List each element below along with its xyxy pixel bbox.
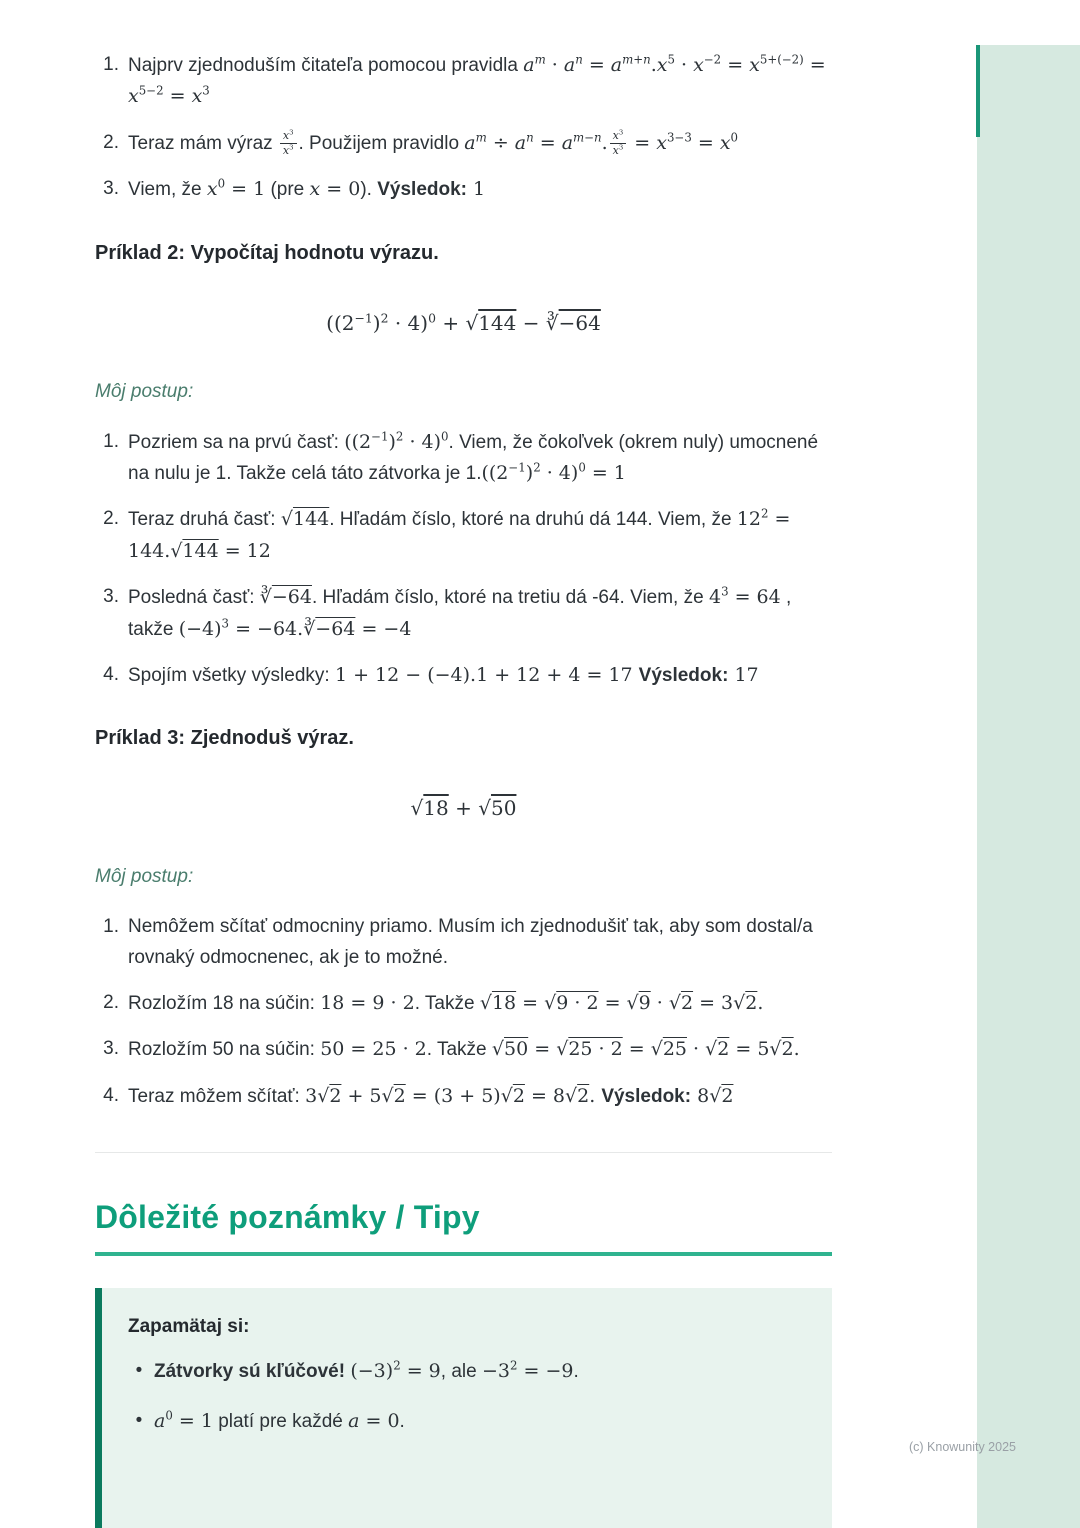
math-text: (−3) — [350, 1360, 394, 1383]
radicand: 2 — [680, 992, 694, 1015]
bold-text: Výsledok: — [601, 1085, 692, 1107]
superscript: m−n — [573, 130, 602, 145]
radicand: 2 — [717, 1038, 730, 1061]
math-text: . — [589, 1084, 602, 1107]
text: . Takže — [426, 1039, 492, 1061]
sqrt-radical — [769, 1038, 793, 1060]
math-text: a — [514, 131, 527, 154]
sqrt-radical — [556, 1038, 623, 1060]
example2-heading: Príklad 2: Vypočítaj hodnotu výrazu. — [95, 241, 439, 264]
math-text: = (3 + 5) — [405, 1084, 501, 1107]
radical-sign: √ — [381, 1084, 394, 1107]
radical-sign: √ — [565, 1084, 578, 1107]
bold-text: Zátvorky sú kľúčové! — [154, 1361, 346, 1383]
radical-sign: √ — [491, 1038, 505, 1061]
section-divider — [95, 1152, 832, 1153]
math-text: ÷ — [486, 131, 515, 154]
math-text: 3 — [305, 1084, 318, 1107]
math-text: = 0 — [320, 178, 361, 201]
text: Pozriem sa na prvú časť: — [128, 431, 345, 453]
list-marker: • — [135, 1409, 143, 1431]
superscript: 0 — [165, 1408, 173, 1423]
sqrt-radical — [465, 311, 516, 335]
radical-sign: ∛ — [545, 310, 559, 335]
math-text: · — [545, 54, 564, 76]
math-text: ((2 — [344, 430, 372, 453]
example2-steps-list — [95, 427, 832, 692]
superscript: 3 — [221, 616, 230, 631]
radicand: 2 — [781, 1038, 794, 1061]
math-text: x — [612, 129, 619, 143]
text: Rozložím 18 na súčin: — [128, 993, 321, 1015]
math-text: = 8 — [524, 1084, 566, 1107]
list-marker: • — [135, 1360, 143, 1382]
radicand: 2 — [393, 1084, 406, 1107]
list-marker: 1. — [103, 430, 119, 452]
superscript: 0 — [217, 176, 226, 191]
sqrt-radical — [480, 992, 516, 1014]
math-text: x — [128, 85, 139, 108]
radicand: 9 · 2 — [556, 992, 599, 1015]
sqrt-radical — [544, 992, 598, 1014]
math-text: x — [656, 54, 668, 76]
copyright: (c) Knowunity 2025 — [908, 1440, 1016, 1454]
sqrt-radical — [669, 992, 693, 1014]
cuberoot-radical — [546, 311, 601, 335]
math-text: x — [191, 85, 203, 108]
math-text: = 3 — [693, 992, 734, 1015]
math-text: · — [674, 54, 694, 76]
list-item-body — [154, 1356, 798, 1387]
sqrt-radical — [382, 1085, 406, 1107]
math-text: −3 — [481, 1360, 510, 1383]
math-text: = 64 — [728, 586, 781, 609]
radical-sign: √ — [556, 1038, 569, 1061]
superscript: 3−3 — [666, 130, 692, 145]
superscript: 0 — [428, 309, 436, 325]
superscript: 2 — [380, 309, 389, 325]
math-text: = 1 — [585, 461, 626, 484]
math-text: = — [582, 54, 611, 76]
superscript: n — [575, 52, 583, 67]
radical-sign: √ — [280, 508, 293, 531]
tips-heading: Dôležité poznámky / Tipy — [95, 1199, 480, 1236]
superscript: 3 — [618, 128, 624, 137]
math-text: . — [793, 1038, 800, 1061]
sqrt-radical — [281, 508, 329, 530]
math-text: = 12 — [218, 539, 271, 562]
radical-sign: √ — [650, 1038, 663, 1061]
text: platí pre každé — [212, 1410, 349, 1432]
list-marker: 3. — [103, 178, 119, 200]
text: (pre — [265, 179, 310, 201]
superscript: 3 — [289, 143, 294, 152]
list-item-body — [128, 427, 832, 490]
superscript: 5−2 — [138, 84, 164, 99]
sqrt-radical — [317, 1085, 341, 1107]
example3-steps-list — [95, 912, 832, 1112]
sqrt-radical — [733, 992, 757, 1014]
list-marker: 1. — [103, 54, 119, 75]
list-marker: 3. — [103, 586, 119, 608]
radicand: 18 — [423, 796, 449, 821]
list-item-body — [128, 1034, 832, 1065]
radical-sign: √ — [709, 1084, 722, 1107]
list-item — [95, 912, 832, 973]
superscript: 2 — [393, 1358, 401, 1373]
math-text: 4 — [708, 586, 722, 609]
cuberoot-radical — [260, 586, 312, 608]
math-text: a — [610, 54, 623, 76]
math-text: a — [464, 131, 476, 154]
radical-sign: √ — [410, 796, 424, 821]
list-item-body — [128, 582, 832, 645]
text: . Viem, že čokoľvek (okrem nuly) umocnené na nulu je 1. Takže celá táto zátvorka je 1. — [128, 431, 819, 484]
math-text: ((2 — [481, 461, 509, 484]
math-text: · 4) — [403, 430, 442, 453]
intro-steps-list — [95, 50, 832, 206]
bold-text: Výsledok: — [638, 664, 729, 686]
superscript: 3 — [618, 143, 624, 152]
radicand: 9 — [638, 992, 651, 1015]
math-text: = −9 — [517, 1360, 574, 1383]
superscript: 2 — [761, 507, 769, 522]
superscript: 2 — [510, 1358, 518, 1373]
list-item-body — [128, 660, 832, 691]
text: Nemôžem sčítať odmocniny priamo. Musím ich zjednodušiť tak, aby som dostal/a rovnaký odmocnenec, ak je to možné. — [128, 916, 813, 968]
list-item — [95, 582, 832, 645]
list-marker: 3. — [103, 1038, 119, 1060]
radical-sign: √ — [769, 1038, 782, 1061]
example2-expression — [95, 311, 832, 335]
numerator — [280, 129, 297, 144]
math-text: = — [628, 131, 657, 154]
math-text: x — [719, 131, 731, 154]
math-text: = — [721, 54, 750, 76]
text: Viem, že — [128, 179, 207, 201]
text: Najprv zjednoduším čitateľa pomocou pravidla — [128, 55, 524, 76]
math-text: 12 — [736, 508, 762, 531]
text: , takže — [128, 587, 792, 640]
math-text: = −64. — [229, 617, 304, 640]
math-text: = 0 — [359, 1409, 400, 1432]
list-item — [95, 174, 832, 205]
radical-sign: ∛ — [259, 586, 272, 609]
superscript: m — [534, 52, 546, 67]
superscript: −1 — [371, 429, 389, 444]
fraction — [280, 129, 297, 158]
superscript: 5+(−2) — [759, 52, 804, 67]
radicand: −64 — [558, 310, 601, 335]
list-item-body — [128, 50, 832, 113]
text: . Takže — [414, 993, 480, 1015]
list-item — [95, 660, 832, 691]
sqrt-radical — [565, 1085, 589, 1107]
radicand: 50 — [490, 796, 517, 821]
math-text: 50 = 25 · 2 — [320, 1038, 427, 1061]
radicand: −64 — [271, 586, 312, 609]
sqrt-radical — [705, 1038, 729, 1060]
callout-bullets — [128, 1356, 798, 1437]
fraction — [610, 129, 627, 158]
sqrt-radical — [411, 796, 449, 820]
superscript: −2 — [703, 52, 722, 67]
list-item — [95, 1081, 832, 1112]
sqrt-radical — [651, 1038, 687, 1060]
superscript: 5 — [667, 52, 675, 67]
math-text: x — [309, 178, 321, 201]
superscript: 3 — [202, 84, 210, 99]
superscript: n — [526, 130, 534, 145]
text: . — [399, 1410, 405, 1432]
math-text: = 9 — [400, 1360, 441, 1383]
page-edge-accent — [976, 45, 980, 137]
math-text: · — [650, 992, 669, 1015]
math-text: − — [516, 310, 546, 335]
list-item-body — [128, 128, 832, 159]
text: Rozložím 50 na súčin: — [128, 1039, 321, 1061]
sqrt-radical — [170, 540, 218, 562]
superscript: 3 — [721, 584, 729, 599]
radicand: 50 — [504, 1038, 529, 1061]
list-item-body — [128, 912, 832, 973]
page-edge-strip — [977, 45, 1080, 1528]
math-text: x — [749, 54, 760, 76]
math-text: ) — [372, 310, 381, 335]
radicand: 18 — [491, 992, 517, 1015]
math-text: = 1 — [172, 1409, 213, 1432]
text: . — [573, 1361, 579, 1383]
superscript: −1 — [354, 309, 373, 325]
radical-sign: √ — [733, 992, 746, 1015]
text: . Hľadám číslo, ktoré na tretiu dá -64. Viem, že — [311, 587, 709, 609]
math-text: 8 — [691, 1084, 710, 1107]
math-text: = — [803, 54, 826, 76]
radicand: 144 — [292, 508, 330, 531]
radicand: 144 — [478, 310, 517, 335]
radicand: 2 — [329, 1084, 342, 1107]
math-text: . — [650, 54, 657, 76]
superscript: 2 — [395, 429, 404, 444]
math-text: (−4) — [178, 617, 222, 640]
list-marker: 2. — [103, 508, 119, 530]
radicand: 2 — [577, 1084, 590, 1107]
list-marker: 1. — [103, 916, 119, 938]
radical-sign: ∛ — [303, 617, 316, 640]
text: Posledná časť: — [128, 587, 260, 609]
radical-sign: √ — [705, 1038, 718, 1061]
radicand: 2 — [512, 1084, 525, 1107]
content-column — [95, 0, 832, 1528]
math-text: 17 — [728, 663, 759, 686]
list-item-body — [128, 174, 832, 205]
radical-sign: √ — [317, 1084, 330, 1107]
list-item — [128, 1356, 798, 1387]
list-item-body — [128, 1081, 832, 1112]
math-text: ) — [525, 461, 534, 484]
math-text: + 5 — [341, 1084, 382, 1107]
radical-sign: √ — [544, 992, 557, 1015]
math-text: = 1 — [225, 178, 266, 201]
superscript: m+n — [622, 52, 651, 67]
radicand: 144 — [182, 539, 219, 562]
radicand: 2 — [745, 992, 758, 1015]
math-text: · 4) — [540, 461, 579, 484]
math-text: = 5 — [729, 1038, 770, 1061]
list-item — [95, 1034, 832, 1065]
list-item-body — [128, 988, 832, 1019]
math-text: = — [516, 992, 545, 1015]
list-marker: 2. — [103, 131, 119, 153]
math-text: x — [656, 131, 667, 154]
list-item — [128, 1406, 798, 1437]
math-text: ) — [388, 430, 396, 453]
list-item-body — [154, 1406, 798, 1437]
bold-text: Výsledok: — [377, 179, 467, 201]
math-text: a — [561, 131, 574, 154]
math-text: = — [163, 85, 192, 108]
list-marker: 4. — [103, 663, 119, 685]
math-text: = — [528, 1038, 557, 1061]
radical-sign: √ — [478, 796, 491, 821]
text: Teraz druhá časť: — [128, 509, 281, 531]
superscript: 0 — [441, 429, 449, 444]
list-item — [95, 128, 832, 159]
math-text: 1 + 12 − (−4).1 + 12 + 4 = 17 — [334, 663, 639, 686]
math-text: = — [533, 131, 562, 154]
text: Teraz môžem sčítať: — [128, 1085, 306, 1107]
sqrt-radical — [709, 1085, 733, 1107]
callout-title: Zapamätaj si: — [128, 1316, 250, 1338]
example2-postup-label: Môj postup: — [95, 380, 194, 402]
list-item — [95, 504, 832, 567]
radicand: 25 · 2 — [568, 1038, 623, 1061]
math-text: x — [282, 144, 290, 158]
superscript: 2 — [533, 460, 541, 475]
math-text: + — [448, 796, 479, 821]
math-text: . — [601, 131, 608, 154]
math-text: ((2 — [326, 310, 355, 335]
sqrt-radical — [501, 1085, 525, 1107]
sqrt-radical — [627, 992, 651, 1014]
radical-sign: √ — [465, 310, 479, 335]
list-item — [95, 50, 832, 113]
math-text: = 144. — [128, 508, 791, 562]
radicand: 25 — [662, 1038, 687, 1061]
math-text: · — [687, 1038, 706, 1061]
superscript: −1 — [508, 460, 526, 475]
superscript: 0 — [578, 460, 586, 475]
sqrt-radical — [478, 796, 516, 820]
text: ). — [360, 179, 378, 201]
superscript: 3 — [289, 128, 294, 137]
math-text: x — [282, 129, 290, 143]
list-item — [95, 988, 832, 1019]
list-item-body — [128, 504, 832, 567]
numerator — [610, 129, 627, 144]
radical-sign: √ — [479, 992, 492, 1015]
denominator — [280, 144, 297, 158]
example3-postup-label: Môj postup: — [95, 866, 194, 888]
superscript: 0 — [730, 130, 739, 145]
list-item — [95, 427, 832, 490]
math-text: a — [154, 1409, 166, 1432]
radical-sign: √ — [170, 539, 183, 562]
radical-sign: √ — [668, 992, 681, 1015]
text: , ale — [440, 1361, 482, 1383]
cuberoot-radical — [303, 618, 355, 640]
math-text: · 4) — [388, 310, 429, 335]
math-text: = — [691, 131, 720, 154]
text: . Hľadám číslo, ktoré na druhú dá 144. Viem, že — [329, 509, 737, 531]
example3-heading: Príklad 3: Zjednoduš výraz. — [95, 727, 354, 750]
text: Teraz mám výraz — [128, 132, 278, 154]
math-text: . — [757, 992, 764, 1015]
math-text: = — [598, 992, 627, 1015]
text: Spojím všetky výsledky: — [128, 664, 335, 686]
denominator — [610, 144, 627, 158]
superscript: m — [475, 130, 487, 145]
example3-expression — [95, 796, 832, 820]
math-text: = −4 — [355, 617, 412, 640]
math-text: a — [563, 54, 576, 76]
math-text: x — [693, 54, 704, 76]
math-text: x — [612, 144, 619, 158]
math-text: x — [206, 178, 218, 201]
math-text: 18 = 9 · 2 — [320, 992, 415, 1015]
math-text: a — [348, 1409, 360, 1432]
radicand: −64 — [315, 617, 356, 640]
math-text: a — [523, 54, 535, 76]
math-text: = — [622, 1038, 651, 1061]
radical-sign: √ — [626, 992, 639, 1015]
math-text: + — [435, 310, 466, 335]
radical-sign: √ — [500, 1084, 513, 1107]
radicand: 2 — [721, 1084, 734, 1107]
tips-heading-underline — [95, 1252, 832, 1256]
list-marker: 4. — [103, 1084, 119, 1106]
math-text: 1 — [467, 178, 486, 201]
sqrt-radical — [492, 1038, 528, 1060]
list-marker: 2. — [103, 992, 119, 1014]
text: . Použijem pravidlo — [298, 132, 465, 154]
tips-callout — [95, 1288, 832, 1528]
